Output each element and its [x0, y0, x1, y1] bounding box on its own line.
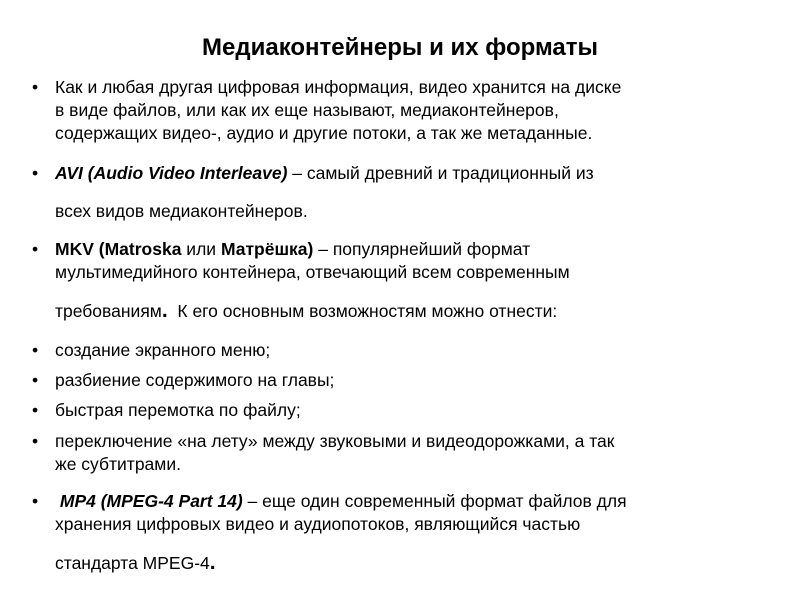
bullet-icon: • — [32, 491, 39, 511]
slide-title: Медиаконтейнеры и их форматы — [202, 34, 598, 61]
list-item — [32, 339, 782, 362]
item-text-line: Как и любая другая цифровая информация, видео хранится на диске — [55, 77, 622, 97]
item-text-line: мультимедийного контейнера, отвечающий всем современным — [55, 262, 570, 282]
item-text: – еще один современный формат файлов для — [242, 491, 627, 511]
list-item — [32, 399, 782, 422]
item-text: – самый древний и традиционный из — [287, 163, 594, 183]
format-abbr-avi: AVI — [55, 163, 83, 183]
item-text: стандарта MPEG-4 — [55, 553, 210, 573]
format-full-name-avi: (Audio Video Interleave) — [87, 163, 288, 183]
item-text: К его основным возможностям можно отнести: — [167, 301, 558, 321]
list-item-avi — [32, 162, 782, 223]
bullet-icon: • — [32, 431, 39, 451]
bullet-icon: • — [32, 340, 39, 360]
item-text-line: быстрая перемотка по файлу; — [55, 400, 301, 420]
item-text-line: разбиение содержимого на главы; — [55, 370, 335, 390]
list-item-mkv — [32, 238, 782, 323]
item-text: . — [161, 299, 168, 322]
bullet-icon: • — [32, 163, 39, 183]
bullet-icon: • — [32, 239, 39, 259]
item-text: – популярнейший формат — [313, 239, 531, 259]
bullet-icon: • — [32, 370, 39, 390]
item-text-line: в виде файлов, или как их еще называют, медиаконтейнеров, — [55, 100, 559, 120]
format-full-name-mp4: (MPEG-4 Part 14) — [100, 491, 243, 511]
item-text-line: создание экранного меню; — [55, 340, 271, 360]
item-text-line: хранения цифровых видео и аудиопотоков, являющийся частью — [55, 514, 581, 534]
item-text-line: переключение «на лету» между звуковыми и видеодорожками, а так — [55, 431, 615, 451]
list-item-mp4 — [32, 490, 782, 575]
item-text: или — [181, 239, 221, 259]
item-text: . — [209, 551, 216, 574]
bullet-icon: • — [32, 400, 39, 420]
format-abbr-mp4: MP4 — [59, 491, 96, 511]
format-name-matreshka: Матрёшка) — [220, 239, 314, 259]
list-item — [32, 430, 782, 476]
list-item — [32, 369, 782, 392]
item-text-line: всех видов медиаконтейнеров. — [55, 201, 308, 221]
format-name-matroska: (Matroska — [98, 239, 182, 259]
item-text-line: содержащих видео-, аудио и другие потоки, а так же метаданные. — [55, 123, 593, 143]
format-abbr-mkv: MKV — [55, 239, 94, 259]
bullet-icon: • — [32, 77, 39, 97]
item-text: требованиям — [55, 301, 162, 321]
list-item — [32, 76, 782, 145]
item-text-line: же субтитрами. — [55, 454, 181, 474]
